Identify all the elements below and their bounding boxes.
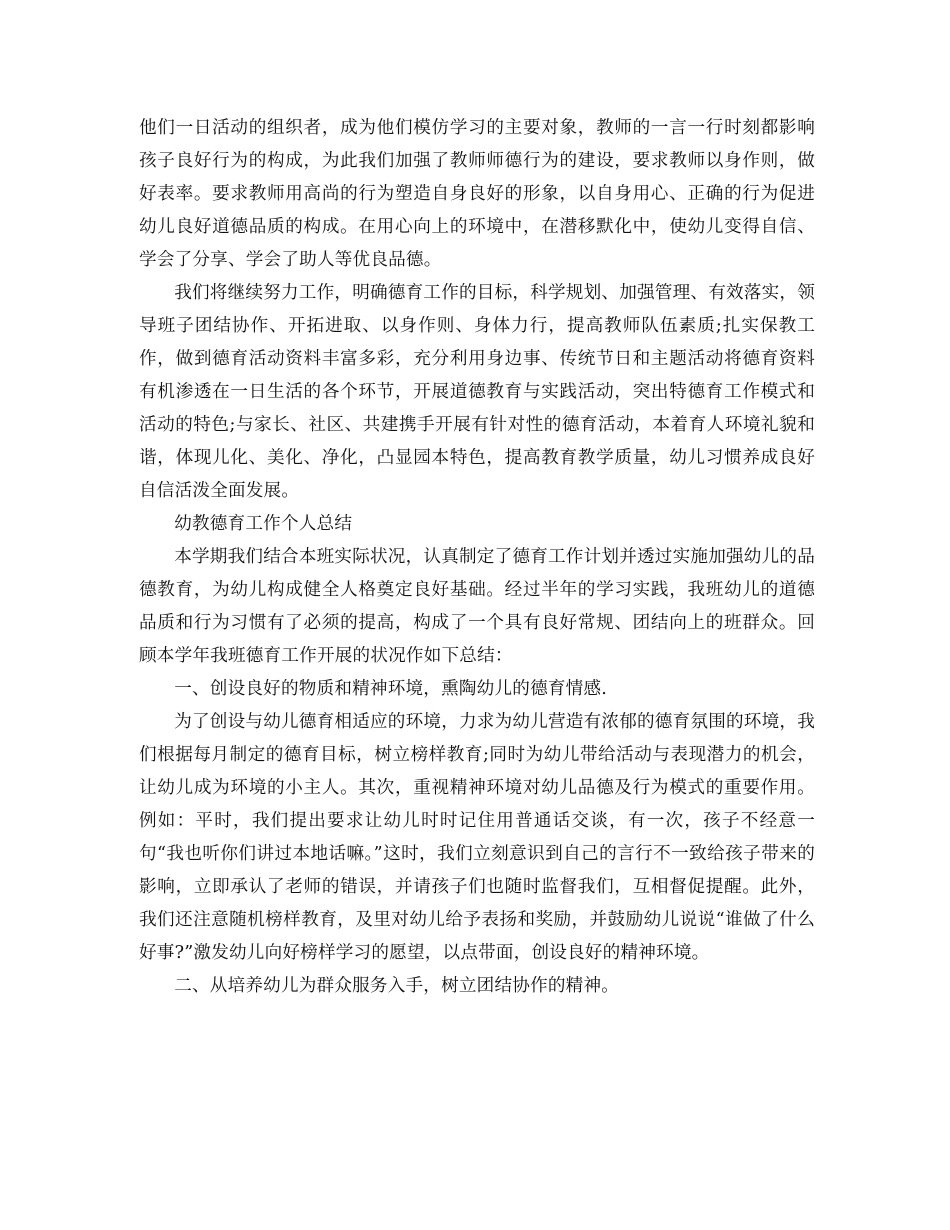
body-paragraph: 本学期我们结合本班实际状况，认真制定了德育工作计划并透过实施加强幼儿的品德教育，为幼儿构成健全人格奠定良好基础。经过半年的学习实践，我班幼儿的道德品质和行为习惯有了必须的提高，构成了一个具有良好常规、团结向上的班群众。回顾本学年我班德育工作开展的状况作如下总结： [139,547,815,666]
body-paragraph: 他们一日活动的组织者，成为他们模仿学习的主要对象，教师的一言一行时刻都影响孩子良好行为的构成，为此我们加强了教师师德行为的建设，要求教师以身作则，做好表率。要求教师用高尚的行为塑造自身良好的形象，以自身用心、正确的行为促进幼儿良好道德品质的构成。在用心向上的环境中，在潜移默化中，使幼儿变得自信、学会了分享、学会了助人等优良品德。 [139,118,815,270]
section-heading: 幼教德育工作个人总结 [174,514,353,534]
subsection-heading: 一、创设良好的物质和精神环境，熏陶幼儿的德育情感. [174,679,608,699]
subsection-heading: 二、从培养幼儿为群众服务入手，树立团结协作的精神。 [174,976,620,996]
document-body [139,112,815,1003]
body-paragraph: 为了创设与幼儿德育相适应的环境，力求为幼儿营造有浓郁的德育氛围的环境，我们根据每月制定的德育目标，树立榜样教育;同时为幼儿带给活动与表现潜力的机会，让幼儿成为环境的小主人。其次，重视精神环境对幼儿品德及行为模式的重要作用。例如：平时，我们提出要求让幼儿时时记住用普通话交谈，有一次，孩子不经意一句“我也听你们讲过本地话嘛。”这时，我们立刻意识到自己的言行不一致给孩子带来的影响，立即承认了老师的错误，并请孩子们也随时监督我们，互相督促提醒。此外，我们还注意随机榜样教育，及里对幼儿给予表扬和奖励，并鼓励幼儿说说“谁做了什么好事?”激发幼儿向好榜样学习的愿望，以点带面，创设良好的精神环境。 [139,712,815,963]
body-paragraph: 我们将继续努力工作，明确德育工作的目标，科学规划、加强管理、有效落实，领导班子团结协作、开拓进取、以身作则、身体力行，提高教师队伍素质;扎实保教工作，做到德育活动资料丰富多彩，充分利用身边事、传统节日和主题活动将德育资料有机渗透在一日生活的各个环节，开展道德教育与实践活动，突出特德育工作模式和活动的特色;与家长、社区、共建携手开展有针对性的德育活动，本着育人环境礼貌和谐，体现儿化、美化、净化，凸显园本特色，提高教育教学质量，幼儿习惯养成良好自信活泼全面发展。 [139,283,815,501]
